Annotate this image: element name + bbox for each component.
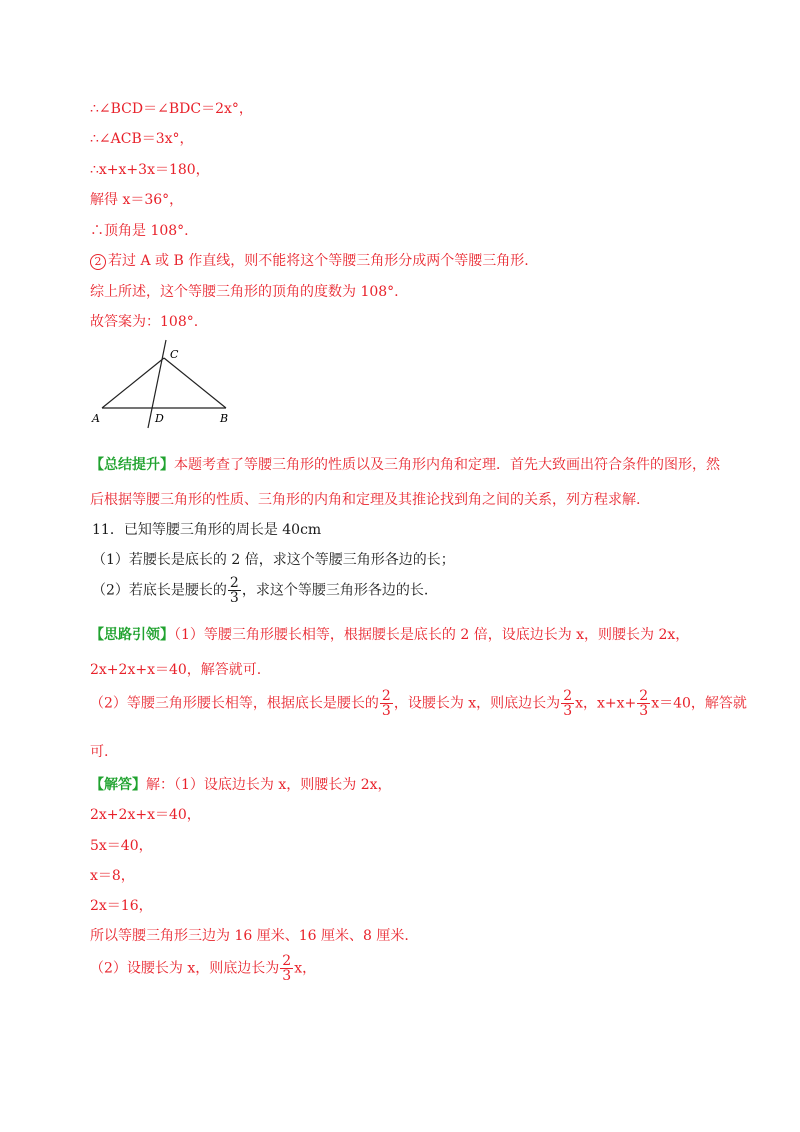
side-cb	[164, 358, 226, 408]
part-2-text-a: （2）若底长是腰长的	[92, 582, 227, 599]
conclusion-line: 综上所述，这个等腰三角形的顶角的度数为 108°.	[90, 284, 399, 300]
answer-line-6: 所以等腰三角形三边为 16 厘米、16 厘米、8 厘米.	[90, 928, 409, 944]
question-11-part-2	[92, 576, 428, 605]
answer-line-7: （2）设腰长为 x，则底边长为 $\frac{2}{3}$ x，	[90, 953, 317, 984]
label-d: D	[155, 412, 164, 425]
hint-line-1	[90, 626, 689, 644]
summary-line-2: 后根据等腰三角形的性质、三角形的内角和定理及其推论找到角之间的关系，列方程求解.	[90, 492, 641, 508]
fraction-two-thirds: $\frac{2}{3}$	[282, 953, 292, 984]
fraction-two-thirds: $\frac{2}{3}$	[229, 575, 239, 606]
answer-line-2: 2x+2x+x＝40，	[90, 807, 201, 823]
summary-text-1: 本题考查了等腰三角形的性质以及三角形内角和定理．首先大致画出符合条件的图形，然	[174, 457, 720, 473]
question-11-part-1: （1）若腰长是底长的 2 倍，求这个等腰三角形各边的长；	[92, 552, 455, 568]
answer-line-4: x＝8，	[90, 868, 135, 884]
label-c: C	[170, 348, 179, 361]
solution-line-5: ∴顶角是 108°.	[90, 223, 189, 239]
hint-tag: 【思路引领】	[90, 627, 174, 643]
question-11-stem: 11．已知等腰三角形的周长是 40cm	[92, 522, 322, 538]
solution-line-6-text: 若过 A 或 B 作直线，则不能将这个等腰三角形分成两个等腰三角形.	[108, 253, 529, 269]
part-2-text-b: ，求这个等腰三角形各边的长.	[241, 582, 429, 599]
answer-line: 故答案为：108°.	[90, 314, 199, 330]
solution-line-3: ∴x+x+3x＝180，	[90, 162, 210, 178]
label-a: A	[92, 412, 100, 425]
hint-line-3: （2）等腰三角形腰长相等，根据底长是腰长的 $\frac{2}{3}$ ，设腰长为 x，则底边长为 $\frac{2}{3}$ x，x+x+ $\frac{2}{3}$ x＝40，解答就	[90, 688, 747, 719]
hint-line-4: 可.	[90, 744, 109, 760]
solution-line-2: ∴∠ACB＝3x°，	[90, 131, 194, 147]
answer-line-5: 2x＝16，	[90, 898, 153, 914]
answer-text-1: 解：（1）设底边长为 x，则腰长为 2x，	[146, 777, 392, 793]
solution-line-6	[90, 252, 529, 270]
fraction-two-thirds: $\frac{2}{3}$	[639, 688, 649, 719]
summary-tag: 【总结提升】	[90, 457, 174, 473]
answer-line-3: 5x＝40，	[90, 838, 153, 854]
fraction-two-thirds: $\frac{2}{3}$	[563, 688, 573, 719]
answer-line-1	[90, 776, 392, 794]
triangle-figure	[88, 336, 238, 432]
answer-tag: 【解答】	[90, 777, 146, 793]
fraction-two-thirds: $\frac{2}{3}$	[381, 688, 391, 719]
summary-line-1	[90, 456, 720, 474]
solution-line-1: ∴∠BCD＝∠BDC＝2x°，	[90, 101, 253, 117]
hint-text-1: （1）等腰三角形腰长相等，根据腰长是底长的 2 倍，设底边长为 x，则腰长为 2x，	[174, 627, 690, 643]
hint-line-2: 2x+2x+x＝40，解答就可.	[90, 662, 262, 678]
circled-number-2: 2	[90, 254, 106, 270]
solution-line-4: 解得 x＝36°，	[90, 192, 184, 208]
side-ac	[102, 358, 164, 408]
label-b: B	[220, 412, 229, 425]
